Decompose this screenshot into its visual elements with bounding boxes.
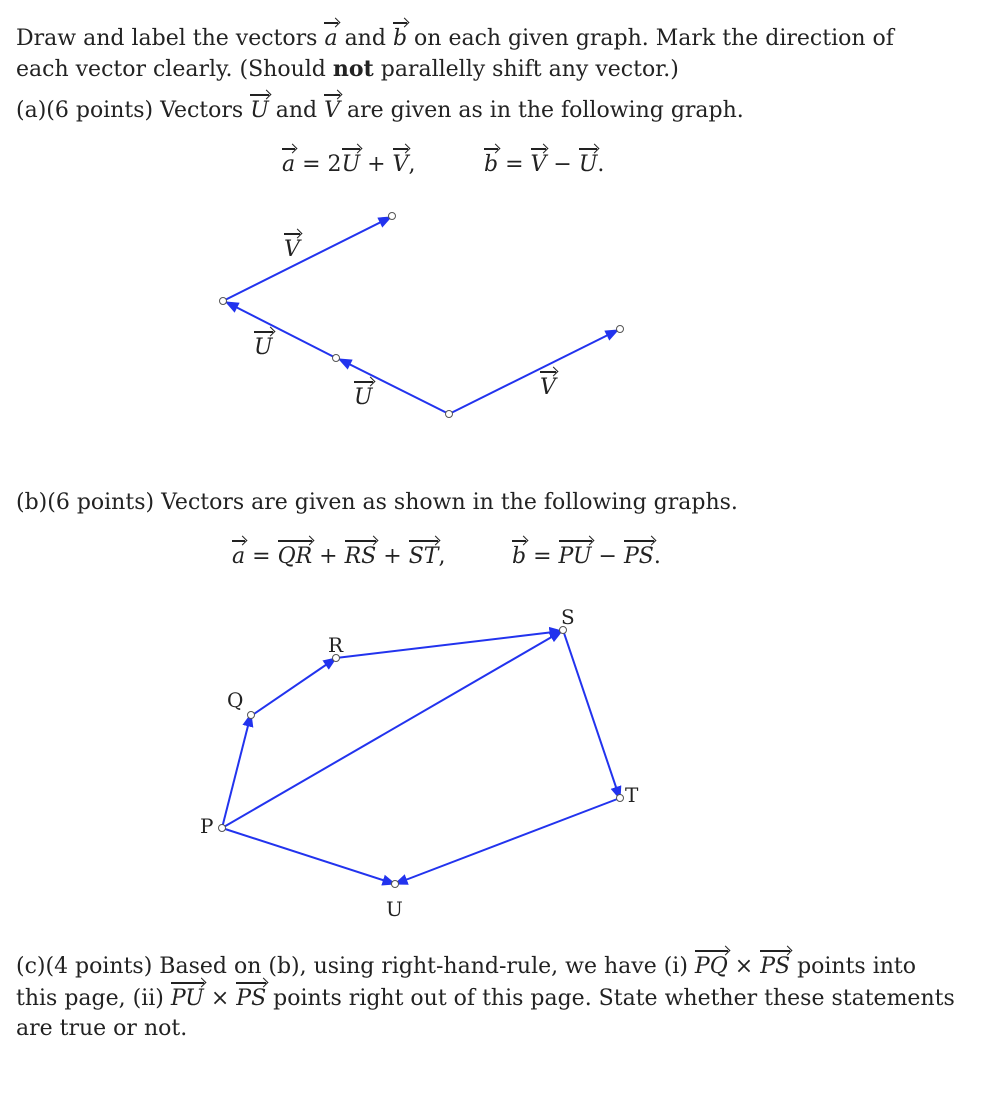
point-dot (446, 411, 453, 418)
vector-PQ (222, 714, 251, 828)
vector-U-upper (226, 302, 336, 358)
point-T (617, 795, 624, 802)
point-dot (220, 298, 227, 305)
emphasis-not: not (332, 56, 374, 82)
point-Q (248, 712, 255, 719)
point-dot (389, 213, 396, 220)
point-dot (333, 355, 340, 362)
label-T: T (625, 783, 639, 807)
part-a-equation-a: a = 2U + V, (282, 152, 416, 177)
label-R: R (328, 633, 344, 657)
point-dot (617, 326, 624, 333)
label-S: S (561, 605, 575, 629)
part-c-line-1: (c)(4 points) Based on (b), using right-hand-rule, we have (i) PQ × PS points into (16, 954, 917, 979)
vector-PU (222, 828, 395, 884)
part-a-heading: (a)(6 points) Vectors U and V are given as in the following graph. (16, 98, 744, 123)
vector-RS (336, 631, 562, 658)
vector-V-lower (449, 330, 618, 414)
vector-V-upper (223, 217, 391, 301)
label-U: U (386, 897, 403, 921)
label-V-right: V (540, 375, 556, 400)
part-a-equation-b: b = V − U. (484, 152, 605, 177)
intro-line-2: each vector clearly. (Should not parallelly shift any vector.) (16, 56, 679, 82)
label-U-mid: U (354, 385, 373, 410)
vector-ST (563, 630, 620, 799)
vector-b-symbol: b (392, 26, 408, 51)
part-b-equation-b: b = PU − PS. (512, 544, 661, 569)
part-c-line-3: are true or not. (16, 1016, 188, 1041)
point-P (219, 825, 226, 832)
part-b-heading: (b)(6 points) Vectors are given as shown in the following graphs. (16, 490, 738, 515)
label-P: P (200, 814, 214, 838)
vector-QR (251, 658, 336, 716)
vector-a-symbol: a (324, 26, 338, 51)
graph-a (0, 0, 1002, 460)
part-b-equation-a: a = QR + RS + ST, (232, 544, 446, 569)
vector-PS (222, 631, 562, 828)
label-U-left: U (254, 335, 273, 360)
part-c-line-2: this page, (ii) PU × PS points right out of this page. State whether these statements (16, 986, 955, 1011)
vector-TU (395, 798, 620, 884)
point-U (392, 881, 399, 888)
label-Q: Q (227, 688, 244, 712)
graph-b (0, 590, 1002, 930)
intro-line-1: Draw and label the vectors a and b on each given graph. Mark the direction of (16, 26, 894, 51)
label-V-top: V (284, 237, 300, 262)
